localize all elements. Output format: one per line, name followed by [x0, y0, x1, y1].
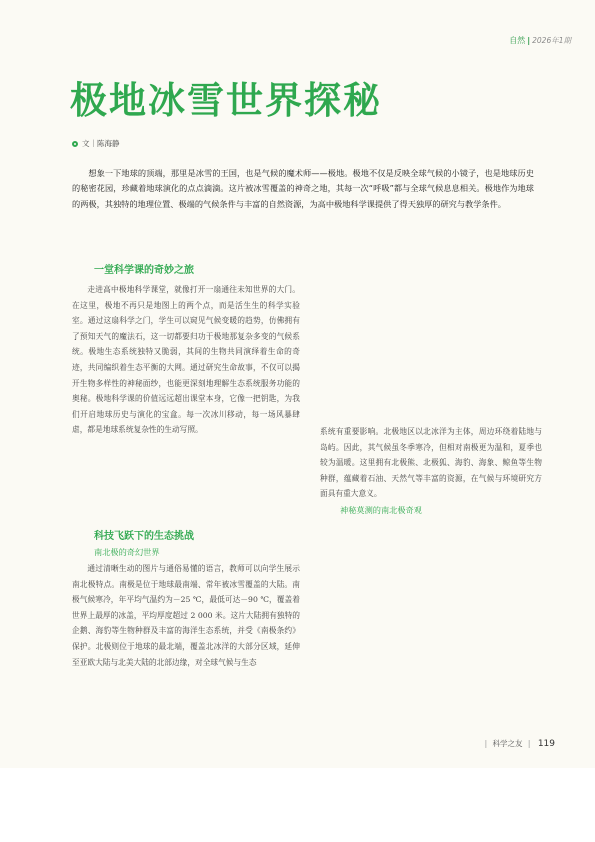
- page-number: 119: [537, 739, 555, 749]
- section-paragraph: 通过清晰生动的图片与通俗易懂的语言，教师可以向学生展示南北极特点。南极是位于地球最南端、常年被冰雪覆盖的大陆。南极气候寒冷，年平均气温约为－25 ℃，最低可达－90 ℃，覆盖着世界上最厚的冰盖，平均厚度超过 2 000 米。这片大陆拥有独特的企鹅、海豹等生物种群及丰富的海洋生态系统，并受《南极条约》保护。北极则位于地球的最北端，覆盖北冰洋的大部分区域，延伸至亚欧大陆与北美大陆的北部边缘，对全球气候与生态: [72, 564, 300, 667]
- bullet-icon: [72, 141, 78, 147]
- article-title: 极地冰雪世界探秘: [70, 79, 382, 122]
- subsection-heading: 神秘莫测的南北极奇观: [340, 504, 422, 515]
- magazine-name: 科学之友: [492, 739, 523, 748]
- author-line: [72, 138, 120, 149]
- page-header: [509, 35, 571, 46]
- page-footer: [482, 738, 555, 749]
- footer-separator: |: [527, 739, 531, 748]
- section-heading: 一堂科学课的奇妙之旅: [94, 265, 194, 276]
- right-column: [320, 424, 542, 518]
- intro-paragraph: 想象一下地球的顶端，那里是冰雪的王国，也是气候的魔术师——极地。极地不仅是反映全球气候的小镜子，也是地球历史的秘密花园，珍藏着地球演化的点点滴滴。这片被冰雪覆盖的神奇之地，其每一次“呼吸”都与全球气候息息相关。极地作为地球的两极，其独特的地理位置、极端的气候条件与丰富的自然资源，为高中极地科学课提供了得天独厚的研究与教学条件。: [72, 168, 534, 209]
- section-paragraph: 走进高中极地科学课堂，就像打开一扇通往未知世界的大门。在这里，极地不再只是地图上的两个点，而是活生生的科学实验室。通过这扇科学之门，学生可以窥见气候变暖的趋势，仿佛拥有了预知天气的魔法石，这一切都要归功于极地那复杂多变的气候系统。极地生态系统独特又脆弱，其间的生物共同演绎着生命的奇迹，共同编织着生态平衡的大网。通过研究生命故事，不仅可以揭开生物多样性的神秘面纱，也能更深刻地理解生态系统服务功能的奥秘。极地科学课的价值远远超出课堂本身，它像一把钥匙，为我们开启地球历史与演化的宝盒。每一次冰川移动，每一场风暴肆虐，都是地球系统复杂性的生动写照。: [72, 285, 300, 435]
- section-heading: 科技飞跃下的生态挑战: [94, 531, 194, 542]
- subsection-heading: 南北极的奇幻世界: [94, 547, 160, 557]
- left-column-section2: [72, 529, 300, 670]
- left-column-section1: [72, 263, 300, 438]
- continued-paragraph: 系统有重要影响。北极地区以北冰洋为主体，周边环绕着陆地与岛屿。因此，其气候虽冬季寒冷，但相对南极更为温和，夏季也较为温暖。这里拥有北极熊、北极狐、海豹、海象、鲸鱼等生物种群，蕴藏着石油、天然气等丰富的资源，在气候与环境研究方面具有重大意义。: [320, 427, 542, 499]
- section-label: 自然: [509, 36, 526, 45]
- issue-label: 2026年1期: [532, 36, 571, 45]
- header-separator: |: [527, 36, 531, 45]
- footer-separator: |: [484, 739, 488, 748]
- author-name: 文｜陈海静: [82, 139, 120, 148]
